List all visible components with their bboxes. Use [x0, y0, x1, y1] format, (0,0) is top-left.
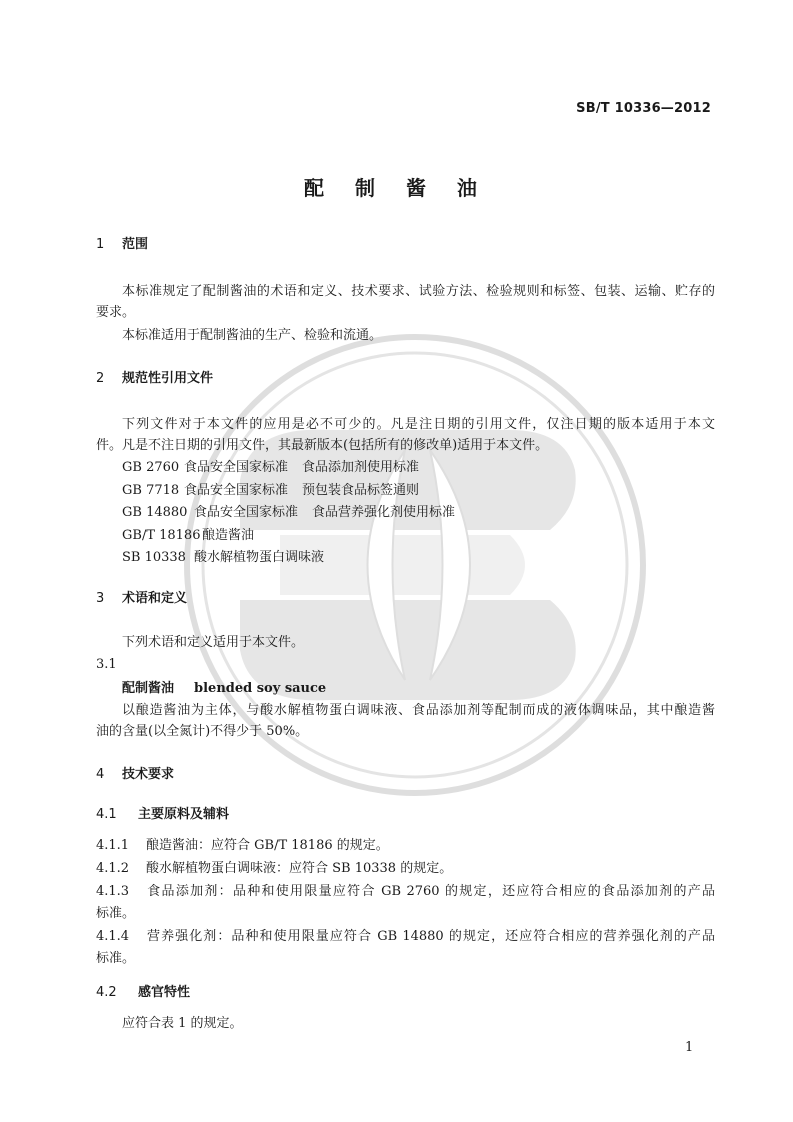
clause-text: 食品添加剂：品种和使用限量应符合 GB 2760 的规定，还应符合相应的食品添加剂的产品 — [146, 884, 715, 899]
page-number: 1 — [685, 1040, 694, 1055]
paragraph-line: 应符合表 1 的规定。 — [122, 1016, 243, 1031]
clause-item — [96, 929, 715, 945]
standard-code: SB/T 10336—2012 — [576, 101, 711, 116]
section-4-heading — [96, 767, 174, 783]
reference-title: 酿造酱油 — [202, 528, 255, 543]
clause-continuation: 标准。 — [96, 951, 136, 966]
clause-text: 营养强化剂：品种和使用限量应符合 GB 14880 的规定，还应符合相应的营养强化剂的产品 — [146, 929, 715, 944]
definition-line: 油的含量(以全氮计)不得少于 50%。 — [96, 724, 309, 739]
reference-item — [122, 460, 419, 476]
clause-number: 3.1 — [96, 657, 117, 672]
subsection-number: 4.2 — [96, 985, 117, 1000]
reference-item — [122, 528, 268, 544]
reference-item — [122, 505, 455, 521]
subsection-4-1-heading — [96, 807, 229, 823]
subsection-title: 感官特性 — [138, 985, 191, 1000]
paragraph-line: 下列文件对于本文件的应用是必不可少的。凡是注日期的引用文件，仅注日期的版本适用于本文 — [122, 417, 715, 432]
clause-item — [96, 838, 389, 854]
reference-subtitle: 预包装食品标签通则 — [302, 483, 420, 498]
reference-item — [122, 483, 419, 499]
section-3-heading — [96, 591, 187, 607]
section-title: 术语和定义 — [122, 591, 188, 606]
clause-item — [96, 884, 715, 900]
paragraph-line: 本标准规定了配制酱油的术语和定义、技术要求、试验方法、检验规则和标签、包装、运输、贮存的 — [122, 284, 715, 299]
clause-text: 酿造酱油：应符合 GB/T 18186 的规定。 — [146, 838, 389, 853]
subsection-title: 主要原料及辅料 — [138, 807, 230, 822]
term-english: blended soy sauce — [194, 681, 327, 696]
section-number: 3 — [96, 591, 105, 606]
subsection-4-2-heading — [96, 985, 190, 1001]
paragraph-line: 要求。 — [96, 305, 136, 320]
definition-line: 以酿造酱油为主体，与酸水解植物蛋白调味液、食品添加剂等配制而成的液体调味品，其中酿造酱 — [122, 703, 715, 718]
paragraph-line: 件。凡是不注日期的引用文件，其最新版本(包括所有的修改单)适用于本文件。 — [96, 438, 549, 453]
section-2-heading — [96, 371, 213, 387]
reference-title: 食品安全国家标准 — [184, 460, 289, 475]
section-number: 2 — [96, 371, 105, 386]
clause-continuation: 标准。 — [96, 906, 136, 921]
reference-code: SB 10338 — [122, 550, 186, 565]
reference-title: 食品安全国家标准 — [194, 505, 299, 520]
clause-number: 4.1.1 — [96, 838, 130, 853]
section-number: 1 — [96, 237, 105, 252]
section-title: 范围 — [122, 237, 149, 252]
clause-number: 4.1.2 — [96, 861, 130, 876]
reference-title: 食品安全国家标准 — [184, 483, 289, 498]
paragraph-line: 下列术语和定义适用于本文件。 — [122, 635, 305, 650]
paragraph-line: 本标准适用于配制酱油的生产、检验和流通。 — [122, 328, 383, 343]
term-chinese: 配制酱油 — [122, 681, 175, 696]
clause-item — [96, 861, 452, 877]
clause-text: 酸水解植物蛋白调味液：应符合 SB 10338 的规定。 — [146, 861, 453, 876]
reference-item — [122, 550, 338, 566]
section-1-heading — [96, 237, 148, 253]
reference-code: GB 14880 — [122, 505, 188, 520]
term-entry — [122, 681, 326, 697]
reference-code: GB 2760 — [122, 460, 180, 475]
clause-number: 4.1.4 — [96, 929, 130, 944]
reference-title: 酸水解植物蛋白调味液 — [194, 550, 325, 565]
section-number: 4 — [96, 767, 105, 782]
reference-subtitle: 食品添加剂使用标准 — [302, 460, 420, 475]
document-title: 配 制 酱 油 — [304, 176, 489, 200]
section-title: 规范性引用文件 — [122, 371, 214, 386]
clause-number: 4.1.3 — [96, 884, 130, 899]
reference-code: GB/T 18186 — [122, 528, 201, 543]
subsection-number: 4.1 — [96, 807, 117, 822]
reference-subtitle: 食品营养强化剂使用标准 — [312, 505, 456, 520]
section-title: 技术要求 — [122, 767, 175, 782]
reference-code: GB 7718 — [122, 483, 180, 498]
